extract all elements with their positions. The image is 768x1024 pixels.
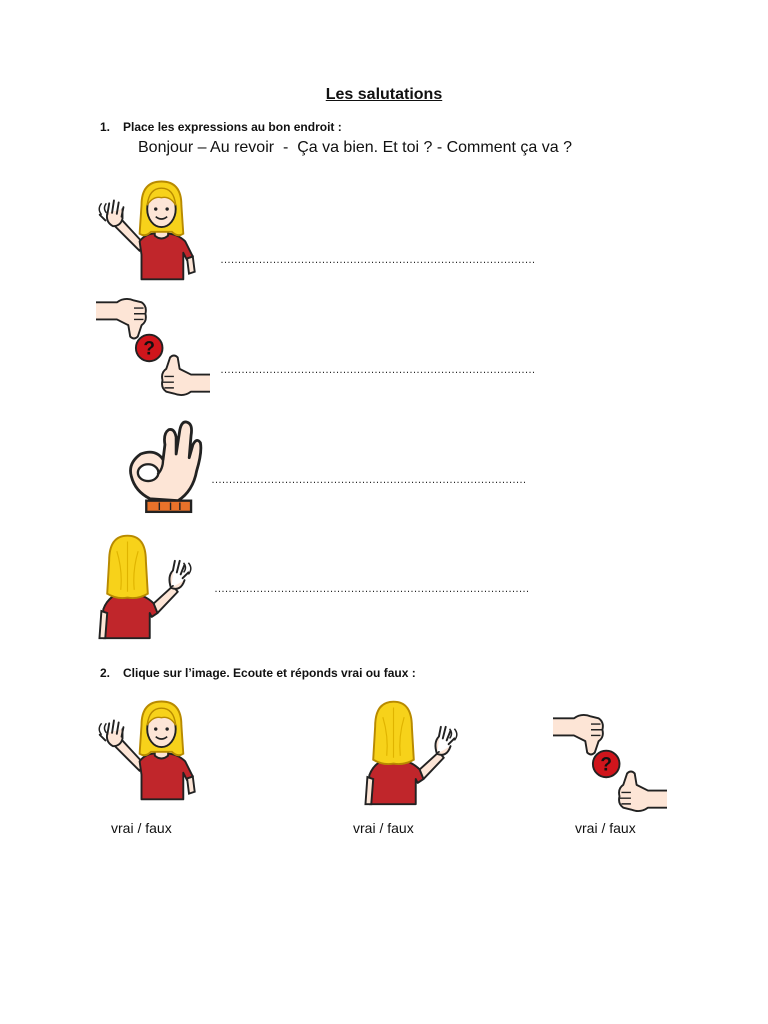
answer-blank-3[interactable]: ……………………………………………………………………………… [211,474,526,486]
true-false-answer-1[interactable]: vrai / faux [111,820,172,836]
answer-blank-2[interactable]: ……………………………………………………………………………… [220,364,535,376]
question-1-instruction: Place les expressions au bon endroit : [123,120,342,134]
thumbs-question-icon[interactable] [553,710,667,816]
word-bank: Bonjour – Au revoir - Ça va bien. Et toi ? - Comment ça va ? [138,139,572,156]
true-false-answer-2[interactable]: vrai / faux [353,820,414,836]
question-2-instruction: Clique sur l’image. Ecoute et réponds vrai ou faux : [123,666,416,680]
true-false-answer-3[interactable]: vrai / faux [575,820,636,836]
ok-hand-icon [122,414,206,522]
girl-waving-hello-icon [94,176,208,282]
question-1-number: 1. [100,120,111,134]
girl-waving-goodbye-icon [84,530,200,640]
girl-waving-goodbye-icon[interactable] [350,696,466,806]
thumbs-question-icon [96,294,210,400]
answer-blank-4[interactable]: ……………………………………………………………………………… [214,583,529,595]
question-2-number: 2. [100,666,111,680]
girl-waving-hello-icon[interactable] [94,696,208,802]
page-title: Les salutations [325,86,443,103]
answer-blank-1[interactable]: ……………………………………………………………………………… [220,254,535,266]
